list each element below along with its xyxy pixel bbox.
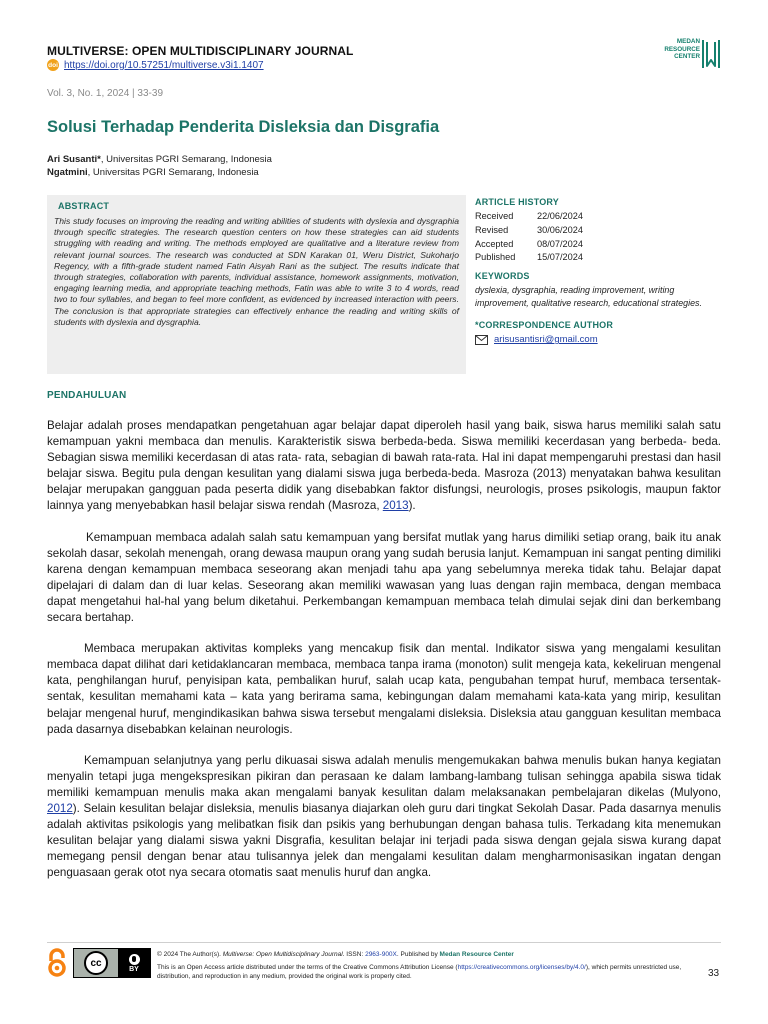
cc-by-badge[interactable] xyxy=(73,948,151,978)
volume-info: Vol. 3, No. 1, 2024 | 33-39 xyxy=(47,88,164,99)
doi-link[interactable]: https://doi.org/10.57251/multiverse.v3i1.1407 xyxy=(64,59,264,71)
license-link[interactable]: https://creativecommons.org/licenses/by/4.0/ xyxy=(457,963,586,971)
paragraph-1: Belajar adalah proses mendapatkan pengetahuan agar belajar dapat diperoleh hasil yang baik, siswa harus memiliki salah satu kemampuan yakni membaca dan menulis. Karakteristik siswa berbeda-beda. Siswa memiliki kecerdasan yang berbeda- beda. Sebagian siswa memiliki kecerdasan di atas rata- rata, sebagian di bawah rata-rata. Hal ini dapat mempengaruhi prestasi dan hasil belajar siswa. Begitu pula dengan kesulitan yang dialami siswa juga berbeda-beda. Masroza (2013) menyatakan bahwa kesulitan belajar merupakan gangguan pada peserta didik yang disebabkan faktor disfungsi, neurologis, proses psikologis, maupun faktor lainnya yang menyebabkan hasil belajar siswa rendah (Masroza, 2013). xyxy=(47,419,721,513)
page-number: 33 xyxy=(708,968,720,979)
doi-icon: doi xyxy=(47,59,59,71)
paragraph-3: Membaca merupakan aktivitas kompleks yang mencakup fisik dan mental. Indikator siswa yang mengalami kesulitan membaca dapat dilihat dari ketidaklancaran membaca, membaca tanpa irama (monoton) sulit mengeja kata, kekeliruan mengenal kata, penghilangan huruf, penyisipan kata, pembalikan huruf, salah ucap kata, pengubahan tempat huruf, membaca tersentak-sentak, kesulitan memahami kata – kata yang berirama sama, kebingungan dalam memahami kata-kata yang mirip, kesulitan belajar mengenal huruf, mengindikasikan bahwa siswa tersebut mengalami disleksia. Disleksia atau gangguan kesulitan membaca pada dasarnya disebabkan kelainan neurologis. xyxy=(47,642,721,736)
publisher-name: Medan Resource Center xyxy=(439,951,514,958)
by-label: BY xyxy=(129,965,139,973)
history-row-received: Received 22/06/2024 xyxy=(475,211,583,221)
article-history-table xyxy=(475,210,725,265)
citation-link-2012[interactable]: 2012 xyxy=(47,801,73,815)
correspondence-email-link[interactable]: arisusantisri@gmail.com xyxy=(494,334,598,346)
article-info-column xyxy=(475,197,725,345)
article-history-label: ARTICLE HISTORY xyxy=(475,197,560,207)
abstract-text: This study focuses on improving the reading and writing abilities of students with dyslexia and dysgraphia through specific strategies. The research question centers on how these strategies can aid students struggling with reading and writing. The methods employed are qualitative and a literature review from relevant journal sources. The research was conducted at SDN Karakan 01, Weru District, Sukoharjo Regency, with a fifth-grade student named Fatin Aisyah Rani as the subject. The results indicate that through strategies, collaboration with parents, individual assistance, homework assignments, motivation, engaging learning media, and appropriate teaching methods, Fatin was able to write 3 to 4 words, read two to four syllables, and began to feel more confident, as evidenced by increased interaction with peers. The conclusion is that appropriate strategies can effectively enhance the reading and writing skills of students with dyslexia and dysgraphia. xyxy=(54,216,459,327)
cc-icon: cc xyxy=(84,951,108,975)
envelope-icon xyxy=(475,335,488,345)
history-row-accepted: Accepted 08/07/2024 xyxy=(475,238,583,249)
doi-row xyxy=(47,59,264,71)
history-row-revised: Revised 30/06/2024 xyxy=(475,224,583,235)
keywords-text: dyslexia, dysgraphia, reading improvement, writing improvement, qualitative research, educational strategies. xyxy=(475,285,702,309)
paragraph-2: Kemampuan membaca adalah salah satu kemampuan yang bersifat mutlak yang harus dimiliki setiap orang, baik itu anak sekolah dasar, sekolah menengah, orang dewasa maupun orang yang sudah berusia lanjut. Kemampuan ini sangat penting dimiliki karena dengan kemampuan membaca seseorang akan menjadi tahu apa yang sebelumnya mereka tidak tahu. Belajar dapat dipelajari di dalam dan di luar kelas. Seseorang akan memiliki wawasan yang luas dengan rajin membaca, dengan membaca dapat mengetahui hal-hal yang belum diketahui. Perkembangan kemampuan membaca telah dimulai sejak dini dan berkembang secara bertahap. xyxy=(47,530,721,625)
citation-link-2013[interactable]: 2013 xyxy=(382,499,409,513)
abstract-label: ABSTRACT xyxy=(58,201,110,211)
footer-copyright-line: © 2024 The Author(s). Multiverse: Open Multidisciplinary Journal. ISSN: 2963-900X. Published by Medan Resource Center xyxy=(157,951,514,958)
article-title: Solusi Terhadap Penderita Disleksia dan Disgrafia xyxy=(47,118,440,136)
open-access-icon xyxy=(47,948,67,978)
author-1: Ari Susanti*, Universitas PGRI Semarang, Indonesia xyxy=(47,154,272,165)
logo-text: MEDAN RESOURCE CENTER xyxy=(664,38,700,61)
history-row-published: Published 15/07/2024 xyxy=(475,252,583,263)
paragraph-4: Kemampuan selanjutnya yang perlu dikuasai siswa adalah menulis mengemukakan bahwa menulis bukan hanya kegiatan menyalin tetapi juga mengekspresikan pikiran dan perasaan ke dalam lambang-lambang tulisan sehingga apabila siswa tidak memiliki kemampuan menulis maka akan mengalami banyak kesulitan dalam melaksanakan pembelajaran dikelas (Mulyono, 2012). Selain kesulitan belajar disleksia, menulis biasanya diajarkan oleh guru dari tingkat Sekolah Dasar. Pada dasarnya menulis adalah aktivitas psikologis yang melibatkan fisik dan psikis yang berhubungan dengan bahasa tulis. Terkadang kita menemukan kesulitan belajar yang dialami siswa yakni Disgrafia, kesulitan belajar ini terjadi pada siswa dengan gejala siswa kurang dapat memegang pensil dengan benar atau tulisannya jelek dan mengalami kesulitan dalam mengharmonisasikan ingatan dengan penguasaan gerak otot nya secara otomatis saat menulis huruf dan angka. xyxy=(47,753,721,880)
correspondence-label: *CORRESPONDENCE AUTHOR xyxy=(475,320,614,331)
journal-name: MULTIVERSE: OPEN MULTIDISCIPLINARY JOURNAL xyxy=(47,44,354,58)
logo-mark-icon xyxy=(702,38,720,70)
person-icon xyxy=(129,954,140,965)
footer-license-line: This is an Open Access article distributed under the terms of the Creative Commons Attribution License (https://creativecommons.org/licenses/by/4.0/), which permits unrestricted use, distribution, and reproduction in any medium, provided the original work is properly cited. xyxy=(157,963,682,980)
footer-license-text xyxy=(157,950,682,982)
keywords-label: KEYWORDS xyxy=(475,271,530,282)
correspondence-email-row xyxy=(475,334,725,345)
license-logos xyxy=(47,948,151,978)
abstract-box xyxy=(47,195,466,374)
body-text xyxy=(47,418,721,896)
section-heading: PENDAHULUAN xyxy=(47,390,127,401)
author-2: Ngatmini, Universitas PGRI Semarang, Indonesia xyxy=(47,167,259,178)
issn-link[interactable]: 2963-900X xyxy=(365,951,397,958)
publisher-logo xyxy=(658,38,720,70)
footer-divider xyxy=(47,942,721,943)
